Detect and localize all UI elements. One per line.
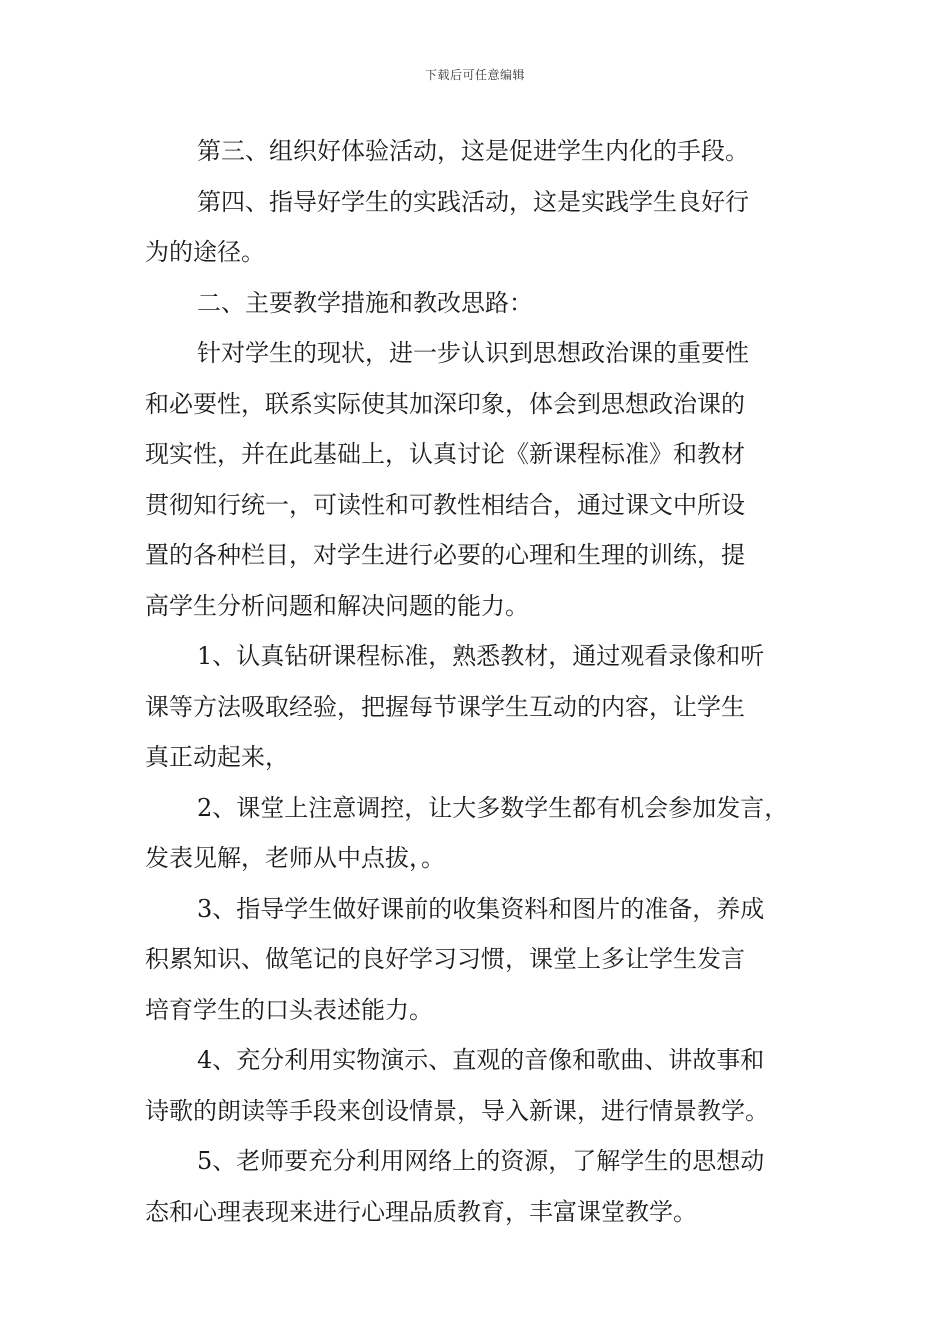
text-line: 和必要性，联系实际使其加深印象，体会到思想政治课的 bbox=[145, 389, 745, 418]
list-item-2 bbox=[145, 783, 807, 884]
text-line: 培育学生的口头表述能力。 bbox=[145, 995, 433, 1024]
text-line: 2、课堂上注意调控，让大多数学生都有机会参加发言， bbox=[197, 793, 789, 822]
text-line: 针对学生的现状，进一步认识到思想政治课的重要性 bbox=[197, 339, 749, 367]
text-line: 第四、指导好学生的实践活动，这是实践学生良好行 bbox=[197, 187, 749, 216]
text-line: 积累知识、做笔记的良好学习习惯，课堂上多让学生发言 bbox=[145, 945, 745, 973]
list-item-1 bbox=[145, 631, 807, 783]
list-item-4 bbox=[145, 1035, 807, 1136]
document-body bbox=[145, 126, 807, 1237]
text-line: 课等方法吸取经验，把握每节课学生互动的内容，让学生 bbox=[145, 692, 745, 721]
text-line: 现实性，并在此基础上，认真讨论《新课程标准》和教材 bbox=[145, 440, 745, 468]
paragraph-fourth-point bbox=[145, 177, 807, 278]
text-line: 高学生分析问题和解决问题的能力。 bbox=[145, 591, 529, 620]
text-line: 贯彻知行统一，可读性和可教性相结合，通过课文中所设 bbox=[145, 490, 745, 519]
text-line: 置的各种栏目，对学生进行必要的心理和生理的训练，提 bbox=[145, 541, 745, 569]
text-line: 第三、组织好体验活动，这是促进学生内化的手段。 bbox=[197, 137, 749, 165]
paragraph-third-point bbox=[145, 126, 807, 177]
list-item-5 bbox=[145, 1136, 807, 1237]
text-line: 诗歌的朗读等手段来创设情景，导入新课，进行情景教学。 bbox=[145, 1096, 769, 1125]
text-line: 真正动起来， bbox=[145, 743, 289, 771]
section-heading-measures bbox=[145, 278, 807, 329]
list-item-3 bbox=[145, 884, 807, 1036]
text-line: 二、主要教学措施和教改思路： bbox=[197, 288, 533, 317]
text-line: 4、充分利用实物演示、直观的音像和歌曲、讲故事和 bbox=[197, 1046, 765, 1074]
text-line: 1、认真钻研课程标准，熟悉教材，通过观看录像和听 bbox=[197, 642, 765, 670]
page-header-note: 下载后可任意编辑 bbox=[424, 68, 525, 82]
text-line: 5、老师要充分利用网络上的资源，了解学生的思想动 bbox=[197, 1147, 765, 1175]
text-line: 为的途径。 bbox=[145, 238, 265, 266]
text-line: 3、指导学生做好课前的收集资料和图片的准备，养成 bbox=[197, 894, 765, 923]
paragraph-current-situation bbox=[145, 328, 807, 631]
text-line: 态和心理表现来进行心理品质教育，丰富课堂教学。 bbox=[145, 1197, 697, 1226]
text-line: 发表见解，老师从中点拔，。 bbox=[145, 844, 445, 872]
